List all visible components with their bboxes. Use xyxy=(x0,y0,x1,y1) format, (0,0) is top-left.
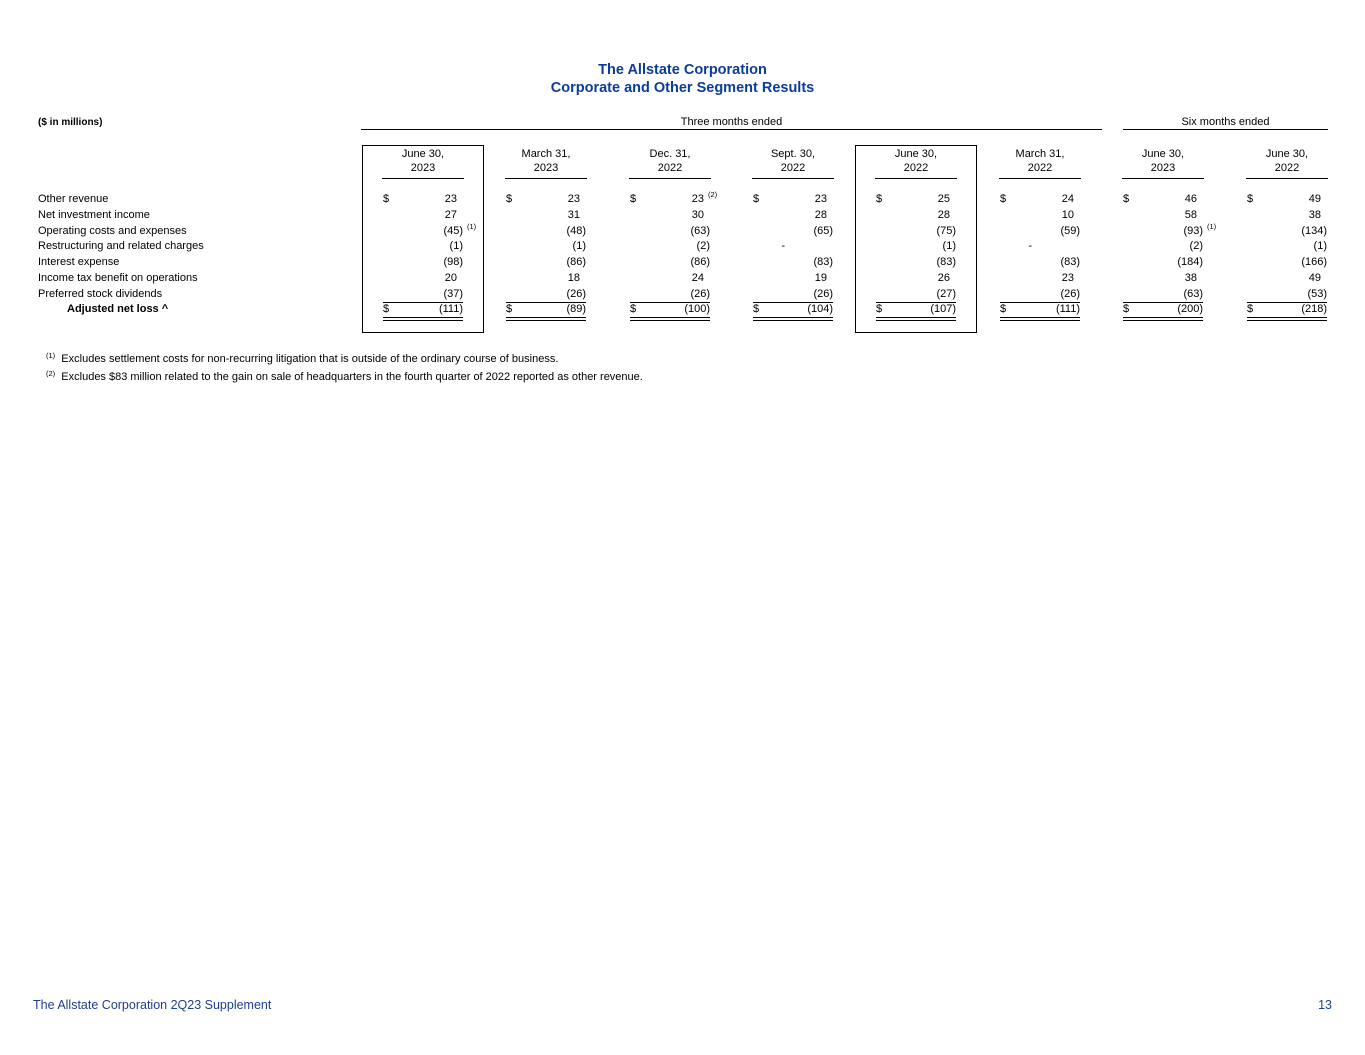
dollar-sign: $ xyxy=(876,193,883,205)
total-double-rule xyxy=(753,320,833,321)
dollar-sign: $ xyxy=(1247,193,1254,205)
cell-value: (218) xyxy=(1301,303,1327,315)
column-header-year: 2023 xyxy=(533,162,559,174)
cell-value: (2) xyxy=(696,240,710,252)
table-cell xyxy=(1000,303,1080,317)
cell-value: (83) xyxy=(936,256,956,268)
cell-value: 38 xyxy=(1308,209,1321,221)
cell-value: (93) xyxy=(1183,225,1203,237)
total-double-rule xyxy=(630,317,710,318)
cell-value: 28 xyxy=(937,209,950,221)
group-underline-six-months xyxy=(1123,129,1328,130)
footnote-marker: (2) xyxy=(46,369,56,378)
column-header xyxy=(978,147,1102,179)
table-cell xyxy=(1000,240,1080,254)
cell-value: (100) xyxy=(684,303,710,315)
cell-value: (59) xyxy=(1060,225,1080,237)
dollar-sign: $ xyxy=(383,193,390,205)
column-header-date: June 30, xyxy=(401,148,445,160)
table-cell xyxy=(1123,303,1203,317)
table-cell xyxy=(506,225,586,239)
cell-value: (1) xyxy=(572,240,586,252)
units-label: ($ in millions) xyxy=(38,117,103,128)
table-cell xyxy=(630,240,710,254)
table-cell xyxy=(876,256,956,270)
cell-value: (45) xyxy=(443,225,463,237)
cell-value: (48) xyxy=(566,225,586,237)
cell-value: - xyxy=(1028,240,1032,252)
table-cell xyxy=(383,256,463,270)
footnote-text: Excludes settlement costs for non-recurring litigation that is outside of the ordinary course of business. xyxy=(61,353,559,365)
table-cell xyxy=(753,209,833,223)
cell-value: 58 xyxy=(1184,209,1197,221)
total-double-rule xyxy=(1123,320,1203,321)
table-cell xyxy=(1000,193,1080,207)
table-cell xyxy=(383,193,463,207)
table-cell xyxy=(753,193,833,207)
table-cell xyxy=(1123,272,1203,286)
table-cell xyxy=(630,209,710,223)
total-double-rule xyxy=(1123,317,1203,318)
column-header-year: 2022 xyxy=(1027,162,1053,174)
table-cell xyxy=(1247,256,1327,270)
cell-value: 25 xyxy=(937,193,950,205)
table-cell xyxy=(753,256,833,270)
column-header-date: June 30, xyxy=(894,148,938,160)
cell-value: (26) xyxy=(813,288,833,300)
column-header-year: 2023 xyxy=(410,162,436,174)
cell-value: (27) xyxy=(936,288,956,300)
group-underline-three-months xyxy=(361,129,1102,130)
table-cell xyxy=(506,209,586,223)
column-header xyxy=(484,147,608,179)
group-header-three-months: Three months ended xyxy=(680,116,783,128)
table-cell xyxy=(1123,222,1217,239)
column-header-date: March 31, xyxy=(521,148,571,160)
dollar-sign: $ xyxy=(876,303,883,315)
row-label: Operating costs and expenses xyxy=(38,225,187,237)
row-label: Income tax benefit on operations xyxy=(38,272,198,284)
cell-value: (63) xyxy=(690,225,710,237)
footnote-reference: (2) xyxy=(708,190,718,199)
total-double-rule xyxy=(876,320,956,321)
cell-value: (86) xyxy=(690,256,710,268)
column-header xyxy=(608,147,732,179)
table-cell xyxy=(753,240,833,254)
cell-value: (111) xyxy=(1055,303,1080,315)
cell-value: (75) xyxy=(936,225,956,237)
column-header-date: Dec. 31, xyxy=(649,148,691,160)
row-label: Net investment income xyxy=(38,209,150,221)
table-cell xyxy=(876,272,956,286)
cell-value: (107) xyxy=(930,303,956,315)
cell-value: 23 xyxy=(567,193,580,205)
cell-value: 26 xyxy=(937,272,950,284)
table-cell xyxy=(506,272,586,286)
table-cell xyxy=(630,288,710,302)
table-cell xyxy=(630,256,710,270)
table-cell xyxy=(630,225,710,239)
table-cell xyxy=(876,240,956,254)
total-double-rule xyxy=(383,317,463,318)
cell-value: 49 xyxy=(1308,272,1321,284)
cell-value: - xyxy=(781,240,785,252)
column-header xyxy=(1101,147,1225,179)
cell-value: (166) xyxy=(1301,256,1327,268)
column-header-year: 2022 xyxy=(780,162,806,174)
table-cell xyxy=(753,288,833,302)
cell-value: 18 xyxy=(567,272,580,284)
cell-value: 46 xyxy=(1184,193,1197,205)
table-cell xyxy=(876,209,956,223)
dollar-sign: $ xyxy=(1000,193,1007,205)
cell-value: 49 xyxy=(1308,193,1321,205)
row-label: Adjusted net loss ^ xyxy=(67,303,169,315)
cell-value: (83) xyxy=(813,256,833,268)
total-double-rule xyxy=(1247,320,1327,321)
table-cell xyxy=(506,193,586,207)
column-header xyxy=(1225,147,1349,179)
cell-value: (26) xyxy=(1060,288,1080,300)
cell-value: 38 xyxy=(1184,272,1197,284)
cell-value: 23 xyxy=(691,193,704,205)
total-double-rule xyxy=(1247,317,1327,318)
cell-value: 19 xyxy=(814,272,827,284)
cell-value: 10 xyxy=(1061,209,1074,221)
column-header-date: June 30, xyxy=(1265,148,1309,160)
footnote-marker: (1) xyxy=(46,351,56,360)
row-label: Restructuring and related charges xyxy=(38,240,204,252)
row-label: Other revenue xyxy=(38,193,109,205)
column-header-year: 2022 xyxy=(1274,162,1300,174)
footer-page-number: 13 xyxy=(1318,998,1332,1012)
column-header-date: June 30, xyxy=(1141,148,1185,160)
dollar-sign: $ xyxy=(753,193,760,205)
table-cell xyxy=(1247,209,1327,223)
table-cell xyxy=(1000,256,1080,270)
row-label: Interest expense xyxy=(38,256,120,268)
dollar-sign: $ xyxy=(753,303,760,315)
table-cell xyxy=(630,303,710,317)
cell-value: (89) xyxy=(566,303,586,315)
table-cell xyxy=(1123,256,1203,270)
column-header xyxy=(361,147,485,179)
footnote-reference: (1) xyxy=(467,222,477,231)
table-cell xyxy=(1123,240,1203,254)
row-label: Preferred stock dividends xyxy=(38,288,163,300)
cell-value: (1) xyxy=(1313,240,1327,252)
total-double-rule xyxy=(506,317,586,318)
cell-value: (26) xyxy=(690,288,710,300)
cell-value: (184) xyxy=(1177,256,1203,268)
cell-value: (53) xyxy=(1307,288,1327,300)
table-cell xyxy=(1123,193,1203,207)
table-cell xyxy=(1247,240,1327,254)
cell-value: (111) xyxy=(438,303,463,315)
column-header-year: 2022 xyxy=(903,162,929,174)
table-cell xyxy=(753,225,833,239)
footnote xyxy=(46,353,558,365)
dollar-sign: $ xyxy=(1247,303,1254,315)
report-title: The Allstate Corporation xyxy=(598,62,767,78)
cell-value: 23 xyxy=(814,193,827,205)
dollar-sign: $ xyxy=(1000,303,1007,315)
table-cell xyxy=(876,288,956,302)
dollar-sign: $ xyxy=(630,193,637,205)
table-cell xyxy=(630,272,710,286)
table-cell xyxy=(876,193,956,207)
footnote xyxy=(46,371,643,383)
table-cell xyxy=(1247,225,1327,239)
table-cell xyxy=(1247,303,1327,317)
dollar-sign: $ xyxy=(506,193,513,205)
table-cell xyxy=(383,222,477,239)
table-cell xyxy=(1123,209,1203,223)
group-header-six-months: Six months ended xyxy=(1181,116,1270,128)
cell-value: (83) xyxy=(1060,256,1080,268)
table-cell xyxy=(506,288,586,302)
column-header xyxy=(731,147,855,179)
dollar-sign: $ xyxy=(1123,303,1130,315)
total-double-rule xyxy=(1000,320,1080,321)
table-cell xyxy=(876,303,956,317)
total-double-rule xyxy=(753,317,833,318)
column-header-date: March 31, xyxy=(1015,148,1065,160)
column-header-year: 2023 xyxy=(1150,162,1176,174)
total-double-rule xyxy=(1000,317,1080,318)
cell-value: (65) xyxy=(813,225,833,237)
cell-value: 23 xyxy=(1061,272,1074,284)
table-cell xyxy=(630,190,718,207)
table-cell xyxy=(383,272,463,286)
column-header-year: 2022 xyxy=(657,162,683,174)
table-cell xyxy=(1247,193,1327,207)
cell-value: 20 xyxy=(444,272,457,284)
table-cell xyxy=(383,303,463,317)
total-double-rule xyxy=(630,320,710,321)
cell-value: (134) xyxy=(1301,225,1327,237)
cell-value: (2) xyxy=(1189,240,1203,252)
dollar-sign: $ xyxy=(630,303,637,315)
total-double-rule xyxy=(506,320,586,321)
cell-value: (104) xyxy=(807,303,833,315)
table-cell xyxy=(1000,225,1080,239)
dollar-sign: $ xyxy=(1123,193,1130,205)
table-cell xyxy=(1123,288,1203,302)
total-double-rule xyxy=(876,317,956,318)
cell-value: (63) xyxy=(1183,288,1203,300)
report-subtitle: Corporate and Other Segment Results xyxy=(550,80,815,96)
cell-value: (200) xyxy=(1177,303,1203,315)
cell-value: (86) xyxy=(566,256,586,268)
dollar-sign: $ xyxy=(506,303,513,315)
table-cell xyxy=(753,272,833,286)
cell-value: 30 xyxy=(691,209,704,221)
table-cell xyxy=(1000,209,1080,223)
column-header-date: Sept. 30, xyxy=(770,148,816,160)
table-cell xyxy=(1247,272,1327,286)
table-cell xyxy=(383,240,463,254)
table-cell xyxy=(1000,288,1080,302)
total-double-rule xyxy=(383,320,463,321)
table-cell xyxy=(506,303,586,317)
footnote-reference: (1) xyxy=(1207,222,1217,231)
table-cell xyxy=(876,225,956,239)
table-cell xyxy=(1000,272,1080,286)
cell-value: 31 xyxy=(567,209,580,221)
cell-value: 23 xyxy=(444,193,457,205)
table-cell xyxy=(383,209,463,223)
dollar-sign: $ xyxy=(383,303,390,315)
cell-value: 27 xyxy=(444,209,457,221)
cell-value: (1) xyxy=(449,240,463,252)
cell-value: 24 xyxy=(1061,193,1074,205)
column-header xyxy=(854,147,978,179)
footer-document-name: The Allstate Corporation 2Q23 Supplement xyxy=(33,998,272,1012)
cell-value: (98) xyxy=(443,256,463,268)
cell-value: (37) xyxy=(443,288,463,300)
table-cell xyxy=(383,288,463,302)
footnote-text: Excludes $83 million related to the gain on sale of headquarters in the fourth quarter of 2022 reported as other revenue. xyxy=(61,371,643,383)
table-cell xyxy=(506,256,586,270)
cell-value: (26) xyxy=(566,288,586,300)
table-cell xyxy=(1247,288,1327,302)
cell-value: 28 xyxy=(814,209,827,221)
cell-value: 24 xyxy=(691,272,704,284)
cell-value: (1) xyxy=(942,240,956,252)
table-cell xyxy=(506,240,586,254)
table-cell xyxy=(753,303,833,317)
